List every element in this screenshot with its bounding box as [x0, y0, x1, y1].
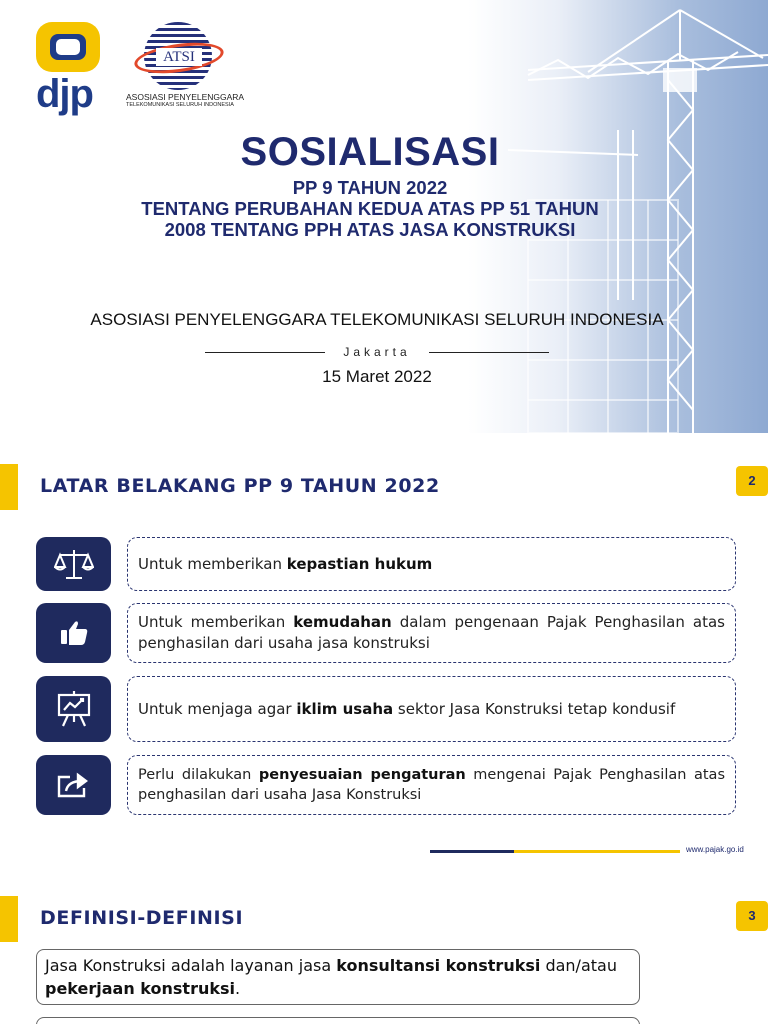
background-slide	[0, 458, 768, 868]
list-item	[36, 676, 736, 742]
item-text-box	[127, 603, 736, 663]
item-text: Perlu dilakukan penyesuaian pengaturan mengenai Pajak Penghasilan atas penghasilan dari usaha Jasa Konstruksi	[138, 767, 725, 803]
slide-heading: LATAR BELAKANG PP 9 TAHUN 2022	[40, 475, 440, 497]
footer-line-navy	[430, 850, 514, 853]
title-slide	[0, 0, 768, 433]
footer-line-yellow	[514, 850, 680, 853]
footer-website-link[interactable]: www.pajak.go.id	[686, 845, 744, 854]
item-text: Untuk menjaga agar iklim usaha sektor Jasa Konstruksi tetap kondusif	[138, 699, 676, 718]
djp-logo-mark	[36, 22, 100, 72]
presentation-chart-icon	[36, 676, 111, 742]
share-arrow-icon	[36, 755, 111, 815]
subtitle-line-1: PP 9 TAHUN 2022	[292, 177, 448, 198]
heading-accent-bar	[0, 896, 18, 942]
definition-text: Jasa Konstruksi adalah layanan jasa konsultansi konstruksi dan/atau pekerjaan konstruksi.	[45, 956, 617, 998]
scales-icon	[36, 537, 111, 591]
city-name: Jakarta	[343, 345, 411, 359]
slide-heading: DEFINISI-DEFINISI	[40, 907, 244, 929]
item-text: Untuk memberikan kemudahan dalam pengenaan Pajak Penghasilan atas penghasilan dari usaha jasa konstruksi	[138, 613, 725, 652]
item-text-box	[127, 755, 736, 815]
slide-gap	[0, 433, 768, 458]
page-number-badge: 3	[736, 901, 768, 931]
slide-subtitle	[0, 177, 740, 240]
subtitle-line-2: TENTANG PERUBAHAN KEDUA ATAS PP 51 TAHUN	[141, 198, 599, 219]
item-text: Untuk memberikan kepastian hukum	[138, 554, 433, 573]
atsi-caption-line2: TELEKOMUNIKASI SELURUH INDONESIA	[126, 102, 234, 108]
list-item	[36, 755, 736, 815]
list-item	[36, 603, 736, 663]
djp-logo-text: djp	[36, 72, 93, 116]
organization-name: ASOSIASI PENYELENGGARA TELEKOMUNIKASI SELURUH INDONESIA	[90, 310, 664, 329]
subtitle-line-3: 2008 TENTANG PPH ATAS JASA KONSTRUKSI	[164, 219, 576, 240]
slide-title: SOSIALISASI	[240, 130, 500, 174]
definition-box-partial	[36, 1017, 640, 1024]
definition-box	[36, 949, 640, 1005]
heading-accent-bar	[0, 464, 18, 510]
atsi-caption-line1: ASOSIASI PENYELENGGARA	[126, 92, 245, 102]
djp-logo	[34, 20, 104, 115]
item-text-box	[127, 676, 736, 742]
definitions-slide	[0, 893, 768, 1024]
atsi-logo	[126, 22, 245, 112]
event-date: 15 Maret 2022	[322, 367, 432, 386]
page-number-badge: 2	[736, 466, 768, 496]
item-text-box	[127, 537, 736, 591]
list-item	[36, 537, 736, 591]
divider-right	[429, 352, 549, 353]
thumbs-up-icon	[36, 603, 111, 663]
city-row	[205, 343, 549, 361]
slide-gap	[0, 868, 768, 893]
atsi-logo-word: ATSI	[156, 48, 202, 66]
